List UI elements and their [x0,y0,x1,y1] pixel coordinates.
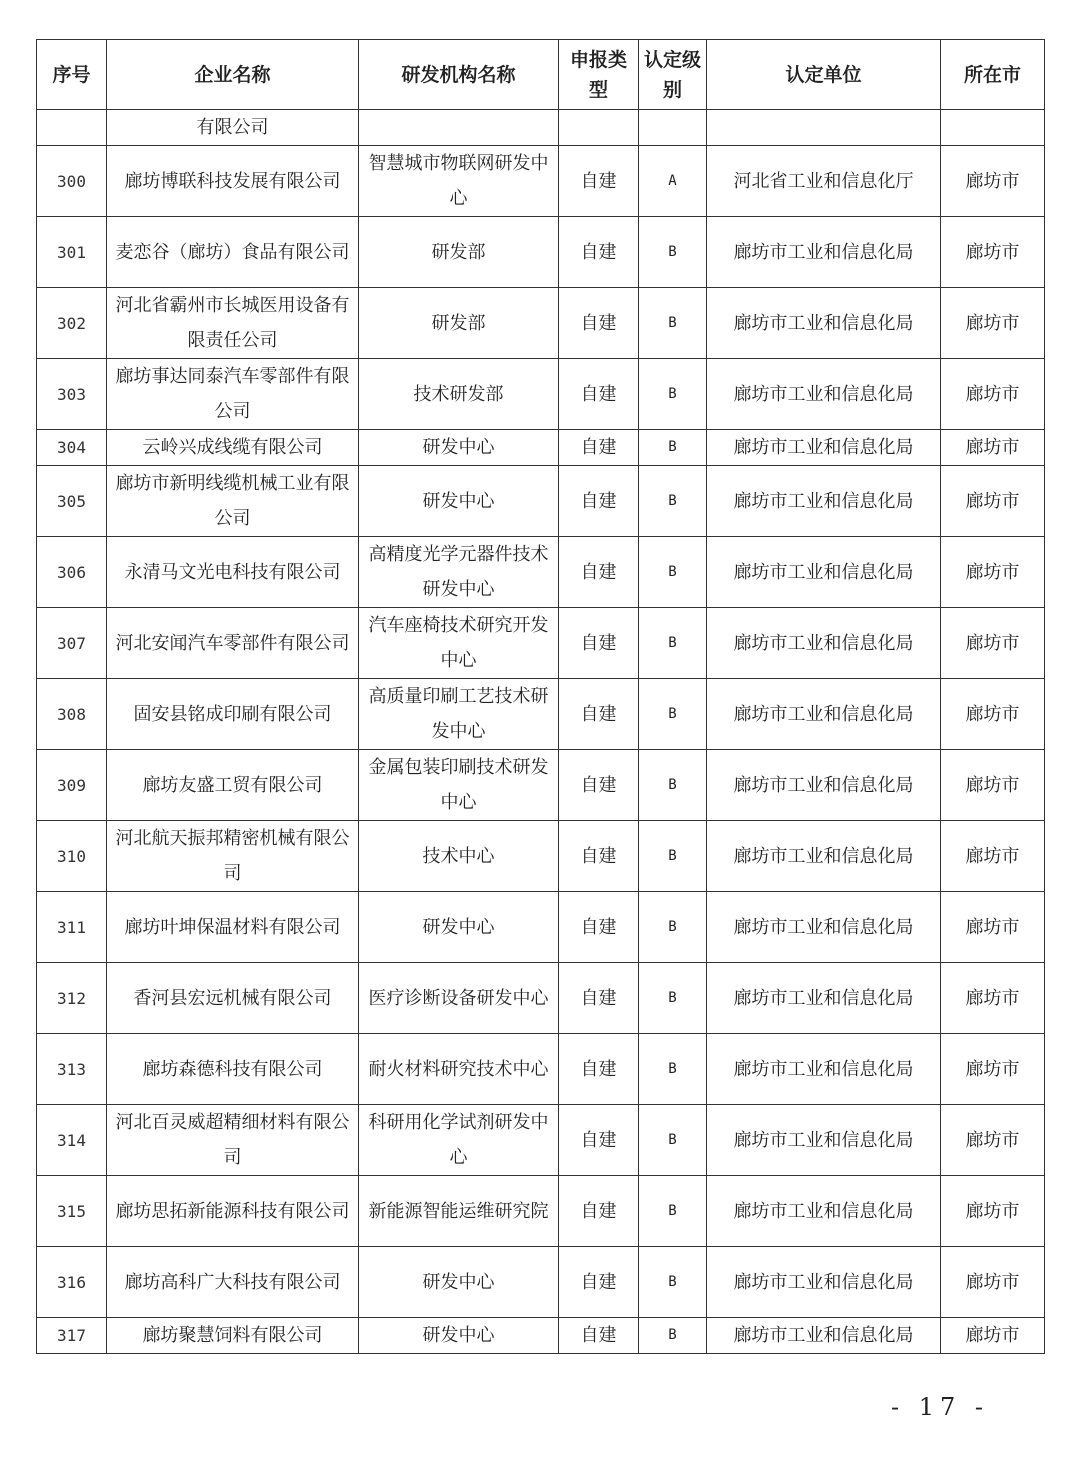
cell-company: 河北安闻汽车零部件有限公司 [107,608,359,679]
cell-unit: 廊坊市工业和信息化局 [707,963,941,1034]
cell-unit: 廊坊市工业和信息化局 [707,1034,941,1105]
cell-company: 有限公司 [107,110,359,146]
cell-unit: 廊坊市工业和信息化局 [707,679,941,750]
cell-city: 廊坊市 [941,963,1045,1034]
cell-unit: 廊坊市工业和信息化局 [707,821,941,892]
cell-city: 廊坊市 [941,892,1045,963]
cell-level: B [639,288,707,359]
cell-company: 永清马文光电科技有限公司 [107,537,359,608]
cell-index: 306 [37,537,107,608]
table-row [37,288,1045,359]
cell-type: 自建 [559,1034,639,1105]
cell-unit: 廊坊市工业和信息化局 [707,288,941,359]
table-row [37,430,1045,466]
enterprise-rd-table-container [36,39,1044,1354]
cell-index: 316 [37,1247,107,1318]
cell-type: 自建 [559,608,639,679]
cell-institution: 耐火材料研究技术中心 [359,1034,559,1105]
cell-institution: 汽车座椅技术研究开发中心 [359,608,559,679]
table-row [37,679,1045,750]
cell-level: B [639,821,707,892]
cell-institution: 技术中心 [359,821,559,892]
cell-city: 廊坊市 [941,288,1045,359]
cell-institution: 研发中心 [359,1318,559,1354]
cell-index: 303 [37,359,107,430]
table-row [37,1105,1045,1176]
table-header-row [37,40,1045,110]
cell-index: 314 [37,1105,107,1176]
header-unit: 认定单位 [707,40,941,110]
cell-type: 自建 [559,679,639,750]
table-row [37,963,1045,1034]
cell-index: 313 [37,1034,107,1105]
table-row [37,608,1045,679]
cell-unit: 廊坊市工业和信息化局 [707,466,941,537]
cell-level [639,110,707,146]
cell-city: 廊坊市 [941,430,1045,466]
cell-index: 317 [37,1318,107,1354]
cell-company: 廊坊高科广大科技有限公司 [107,1247,359,1318]
cell-index: 312 [37,963,107,1034]
cell-company: 廊坊市新明线缆机械工业有限公司 [107,466,359,537]
cell-type: 自建 [559,1247,639,1318]
cell-unit: 廊坊市工业和信息化局 [707,1318,941,1354]
header-company: 企业名称 [107,40,359,110]
cell-institution [359,110,559,146]
table-row [37,146,1045,217]
cell-unit: 河北省工业和信息化厅 [707,146,941,217]
cell-institution: 研发中心 [359,1247,559,1318]
table-row [37,1247,1045,1318]
cell-company: 廊坊聚慧饲料有限公司 [107,1318,359,1354]
cell-company: 廊坊事达同泰汽车零部件有限公司 [107,359,359,430]
table-row [37,1176,1045,1247]
cell-type: 自建 [559,892,639,963]
cell-city: 廊坊市 [941,679,1045,750]
cell-city: 廊坊市 [941,1247,1045,1318]
cell-type: 自建 [559,430,639,466]
cell-institution: 金属包装印刷技术研发中心 [359,750,559,821]
cell-institution: 高质量印刷工艺技术研发中心 [359,679,559,750]
cell-institution: 高精度光学元器件技术研发中心 [359,537,559,608]
cell-index [37,110,107,146]
cell-index: 302 [37,288,107,359]
cell-level: B [639,1318,707,1354]
table-row [37,466,1045,537]
cell-index: 311 [37,892,107,963]
cell-type: 自建 [559,963,639,1034]
cell-company: 廊坊叶坤保温材料有限公司 [107,892,359,963]
cell-level: B [639,1247,707,1318]
cell-company: 云岭兴成线缆有限公司 [107,430,359,466]
cell-city: 廊坊市 [941,1034,1045,1105]
cell-unit: 廊坊市工业和信息化局 [707,537,941,608]
cell-level: B [639,466,707,537]
cell-level: B [639,608,707,679]
cell-institution: 技术研发部 [359,359,559,430]
table-row [37,821,1045,892]
header-index: 序号 [37,40,107,110]
cell-company: 河北百灵威超精细材料有限公司 [107,1105,359,1176]
cell-type: 自建 [559,288,639,359]
cell-level: B [639,217,707,288]
cell-index: 307 [37,608,107,679]
cell-index: 315 [37,1176,107,1247]
cell-index: 310 [37,821,107,892]
cell-type: 自建 [559,1318,639,1354]
cell-institution: 医疗诊断设备研发中心 [359,963,559,1034]
cell-unit: 廊坊市工业和信息化局 [707,892,941,963]
enterprise-rd-table [36,39,1045,1354]
cell-institution: 智慧城市物联网研发中心 [359,146,559,217]
cell-company: 河北省霸州市长城医用设备有限责任公司 [107,288,359,359]
cell-city: 廊坊市 [941,821,1045,892]
cell-index: 305 [37,466,107,537]
cell-type: 自建 [559,359,639,430]
cell-level: A [639,146,707,217]
cell-level: B [639,750,707,821]
cell-institution: 研发中心 [359,430,559,466]
cell-city: 廊坊市 [941,750,1045,821]
table-row [37,359,1045,430]
cell-type: 自建 [559,1105,639,1176]
cell-level: B [639,679,707,750]
cell-index: 300 [37,146,107,217]
cell-unit: 廊坊市工业和信息化局 [707,750,941,821]
table-row [37,1034,1045,1105]
cell-level: B [639,892,707,963]
cell-type: 自建 [559,750,639,821]
cell-type: 自建 [559,146,639,217]
cell-type: 自建 [559,537,639,608]
cell-type: 自建 [559,217,639,288]
table-row [37,892,1045,963]
cell-index: 309 [37,750,107,821]
cell-company: 香河县宏远机械有限公司 [107,963,359,1034]
cell-city: 廊坊市 [941,537,1045,608]
cell-type: 自建 [559,466,639,537]
header-level: 认定级别 [639,40,707,110]
cell-company: 固安县铭成印刷有限公司 [107,679,359,750]
cell-city: 廊坊市 [941,1318,1045,1354]
cell-city: 廊坊市 [941,1176,1045,1247]
table-row [37,537,1045,608]
cell-institution: 新能源智能运维研究院 [359,1176,559,1247]
cell-unit: 廊坊市工业和信息化局 [707,1247,941,1318]
cell-company: 廊坊森德科技有限公司 [107,1034,359,1105]
cell-company: 麦恋谷（廊坊）食品有限公司 [107,217,359,288]
cell-institution: 研发部 [359,217,559,288]
cell-city [941,110,1045,146]
cell-city: 廊坊市 [941,608,1045,679]
cell-company: 廊坊博联科技发展有限公司 [107,146,359,217]
cell-company: 廊坊友盛工贸有限公司 [107,750,359,821]
cell-unit: 廊坊市工业和信息化局 [707,217,941,288]
cell-type: 自建 [559,1176,639,1247]
table-row [37,750,1045,821]
header-institution: 研发机构名称 [359,40,559,110]
cell-institution: 科研用化学试剂研发中心 [359,1105,559,1176]
cell-city: 廊坊市 [941,1105,1045,1176]
cell-type [559,110,639,146]
cell-unit: 廊坊市工业和信息化局 [707,359,941,430]
cell-type: 自建 [559,821,639,892]
cell-level: B [639,1034,707,1105]
cell-city: 廊坊市 [941,146,1045,217]
cell-city: 廊坊市 [941,359,1045,430]
cell-institution: 研发中心 [359,466,559,537]
cell-level: B [639,537,707,608]
cell-city: 廊坊市 [941,217,1045,288]
cell-level: B [639,430,707,466]
cell-unit [707,110,941,146]
cell-index: 308 [37,679,107,750]
cell-unit: 廊坊市工业和信息化局 [707,608,941,679]
cell-index: 304 [37,430,107,466]
cell-index: 301 [37,217,107,288]
cell-level: B [639,359,707,430]
cell-level: B [639,1105,707,1176]
cell-unit: 廊坊市工业和信息化局 [707,1176,941,1247]
header-type: 申报类型 [559,40,639,110]
table-row [37,217,1045,288]
page-number: - 17 - [890,1393,989,1421]
cell-institution: 研发部 [359,288,559,359]
cell-unit: 廊坊市工业和信息化局 [707,430,941,466]
cell-unit: 廊坊市工业和信息化局 [707,1105,941,1176]
cell-institution: 研发中心 [359,892,559,963]
header-city: 所在市 [941,40,1045,110]
cell-level: B [639,963,707,1034]
table-row-continuation [37,110,1045,146]
cell-city: 廊坊市 [941,466,1045,537]
table-row [37,1318,1045,1354]
cell-company: 河北航天振邦精密机械有限公司 [107,821,359,892]
cell-level: B [639,1176,707,1247]
cell-company: 廊坊思拓新能源科技有限公司 [107,1176,359,1247]
